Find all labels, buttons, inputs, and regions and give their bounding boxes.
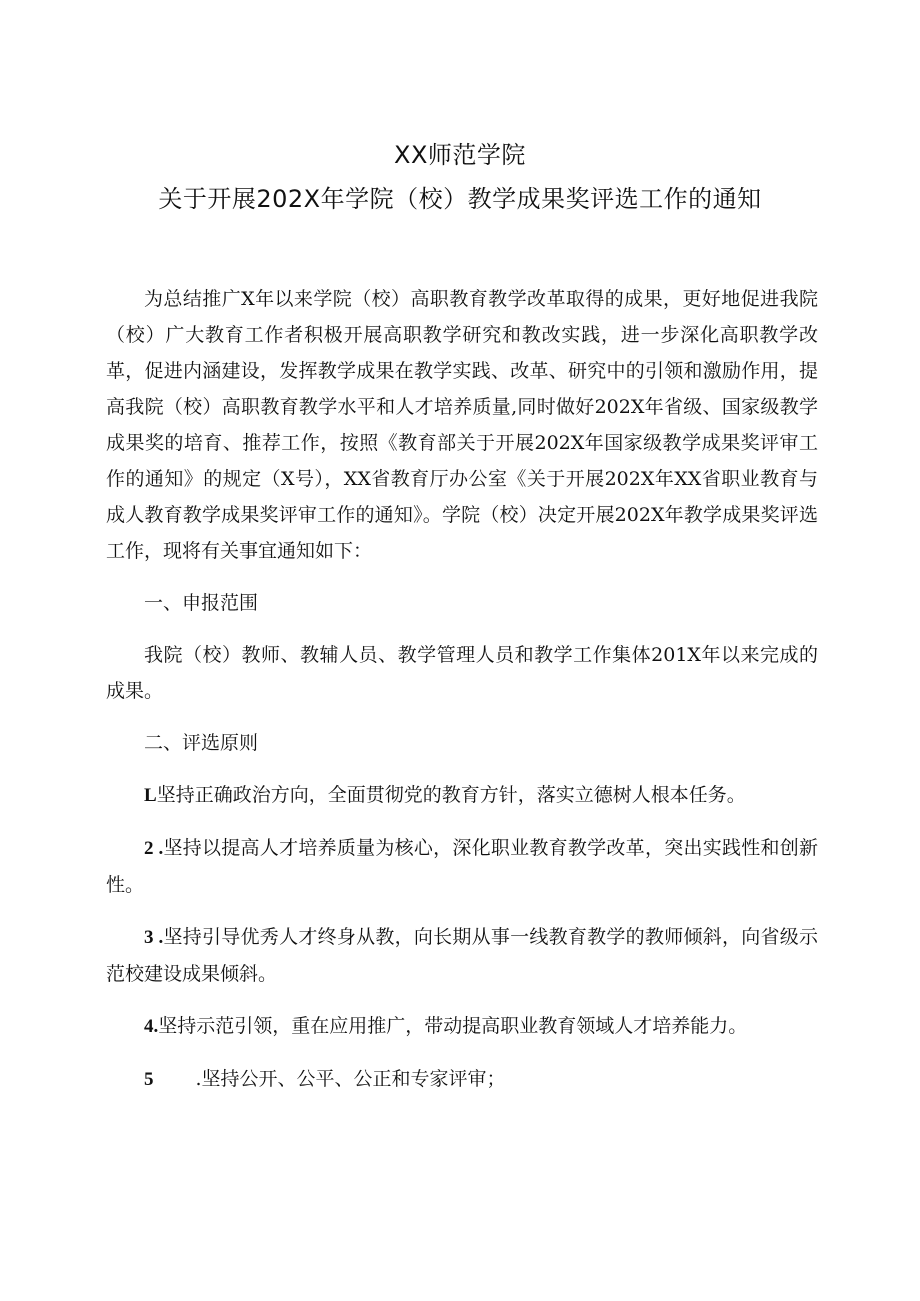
document-subtitle: 关于开展202X年学院（校）教学成果奖评选工作的通知 xyxy=(158,185,762,213)
item-number: 3 . xyxy=(144,927,164,948)
item-number: L xyxy=(144,785,157,806)
item-number: 4. xyxy=(144,1016,159,1037)
principle-item-4 xyxy=(106,1008,818,1045)
item-number: 5 xyxy=(144,1069,154,1090)
item-text: 坚持正确政治方向，全面贯彻党的教育方针，落实立德树人根本任务。 xyxy=(156,784,746,806)
intro-paragraph: 为总结推广X年以来学院（校）高职教育教学改革取得的成果，更好地促进我院（校）广大教育工作者积极开展高职教学研究和教改实践，进一步深化高职教学改革，促进内涵建设，发挥教学成果在教学实践、改革、研究中的引领和激励作用，提高我院（校）高职教育教学水平和人才培养质量,同时做好202X年省级、国家级教学成果奖的培育、推荐工作，按照《教育部关于开展202X年国家级教学成果奖评审工作的通知》的规定（X号），XX省教育厅办公室《关于开展202X年XX省职业教育与成人教育教学成果奖评审工作的通知》。学院（校）决定开展202X年教学成果奖评选工作，现将有关事宜通知如下： xyxy=(106,288,818,562)
principle-item-5 xyxy=(106,1061,818,1098)
section-heading-principles: 二、评选原则 xyxy=(144,732,259,754)
item-text: .坚持公开、公平、公正和专家评审； xyxy=(195,1068,506,1090)
item-text: 坚持示范引领，重在应用推广，带动提高职业教育领域人才培养能力。 xyxy=(158,1015,748,1037)
item-number: 2 . xyxy=(144,838,164,859)
principle-item-2 xyxy=(106,830,818,903)
document-title: XX师范学院 xyxy=(394,141,526,169)
document-body xyxy=(106,281,818,1114)
item-text: 坚持引导优秀人才终身从教，向长期从事一线教育教学的教师倾斜，向省级示范校建设成果倾斜。 xyxy=(106,926,818,985)
title-block xyxy=(0,135,920,219)
scope-paragraph: 我院（校）教师、教辅人员、教学管理人员和教学工作集体201X年以来完成的成果。 xyxy=(106,644,818,702)
principle-item-1 xyxy=(106,777,818,814)
section-heading-scope: 一、申报范围 xyxy=(144,592,259,614)
principle-item-3 xyxy=(106,919,818,992)
item-text: 坚持以提高人才培养质量为核心，深化职业教育教学改革，突出实践性和创新性。 xyxy=(106,837,818,896)
